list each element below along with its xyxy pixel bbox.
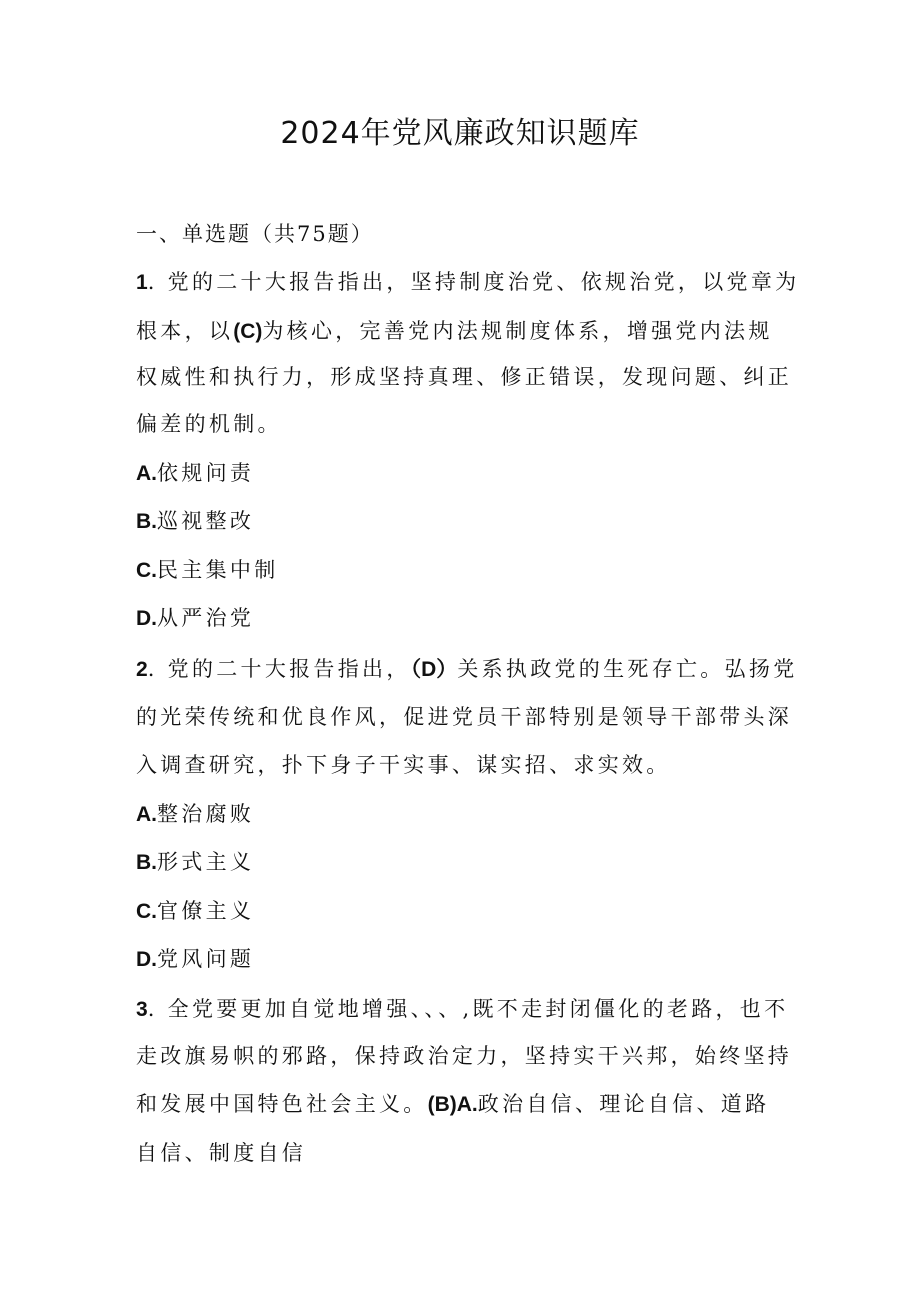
- option-text: 从严治党: [157, 606, 255, 630]
- question-1-line-4: 偏差的机制。: [136, 412, 282, 436]
- document-title: 2024年党风廉政知识题库: [280, 116, 640, 151]
- question-1-line-2: [136, 311, 796, 352]
- question-number: 2: [136, 658, 148, 681]
- answer-mark: (B): [427, 1093, 457, 1116]
- question-number: 3: [136, 998, 148, 1021]
- question-3-line-2: 走改旗易帜的邪路，保持政治定力，坚持实干兴邦，始终坚持: [136, 1044, 793, 1068]
- question-text: . 全党要更加自觉地增强、、、,既不走封闭僵化的老路，也不: [147, 997, 789, 1021]
- option-letter: A.: [136, 803, 157, 826]
- option-letter: C.: [136, 559, 157, 582]
- option-a: [136, 794, 796, 835]
- question-text: . 党的二十大报告指出，: [147, 657, 411, 681]
- question-2-line-2: 的光荣传统和优良作风，促进党员干部特别是领导干部带头深: [136, 705, 793, 729]
- option-a: [136, 453, 796, 494]
- option-text: 整治腐败: [157, 802, 255, 826]
- option-letter: B.: [136, 510, 157, 533]
- option-c: [136, 891, 796, 932]
- option-letter: C.: [136, 900, 157, 923]
- option-letter: D.: [136, 607, 157, 630]
- option-b: [136, 842, 796, 883]
- option-text: 官僚主义: [157, 899, 255, 923]
- option-d: [136, 598, 796, 639]
- question-text: 和发展中国特色社会主义。: [136, 1092, 428, 1116]
- question-3-line-4: 自信、制度自信: [136, 1141, 307, 1165]
- question-1-line-1: [136, 262, 800, 303]
- option-letter: A.: [456, 1093, 478, 1116]
- answer-mark: （D）: [410, 658, 458, 681]
- answer-mark: (C): [233, 320, 263, 343]
- option-text: 形式主义: [157, 850, 255, 874]
- option-c: [136, 550, 796, 591]
- option-text: 巡视整改: [157, 509, 255, 533]
- option-text: 依规问责: [157, 461, 255, 485]
- option-letter: D.: [136, 948, 157, 971]
- question-number: 1: [136, 271, 148, 294]
- question-text: . 党的二十大报告指出，坚持制度治党、依规治党，以党章为: [147, 270, 800, 294]
- question-text: 为核心，完善党内法规制度体系，增强党内法规: [262, 319, 773, 343]
- section-heading: 一、单选题（共75题）: [136, 222, 374, 246]
- question-2-line-1: [136, 649, 796, 690]
- option-letter: B.: [136, 851, 157, 874]
- option-text: 党风问题: [157, 947, 255, 971]
- option-text: 民主集中制: [157, 558, 279, 582]
- option-d: [136, 939, 796, 980]
- question-text: 关系执政党的生死存亡。弘扬党: [457, 657, 798, 681]
- option-text: 政治自信、理论自信、道路: [477, 1092, 770, 1116]
- question-1-line-3: 权威性和执行力，形成坚持真理、修正错误，发现问题、纠正: [136, 365, 793, 389]
- question-3-line-1: [136, 989, 796, 1030]
- question-3-line-3: [136, 1084, 796, 1125]
- question-2-line-3: 入调查研究，扑下身子干实事、谋实招、求实效。: [136, 753, 671, 777]
- option-letter: A.: [136, 462, 157, 485]
- option-b: [136, 501, 796, 542]
- question-text: 根本，以: [136, 319, 234, 343]
